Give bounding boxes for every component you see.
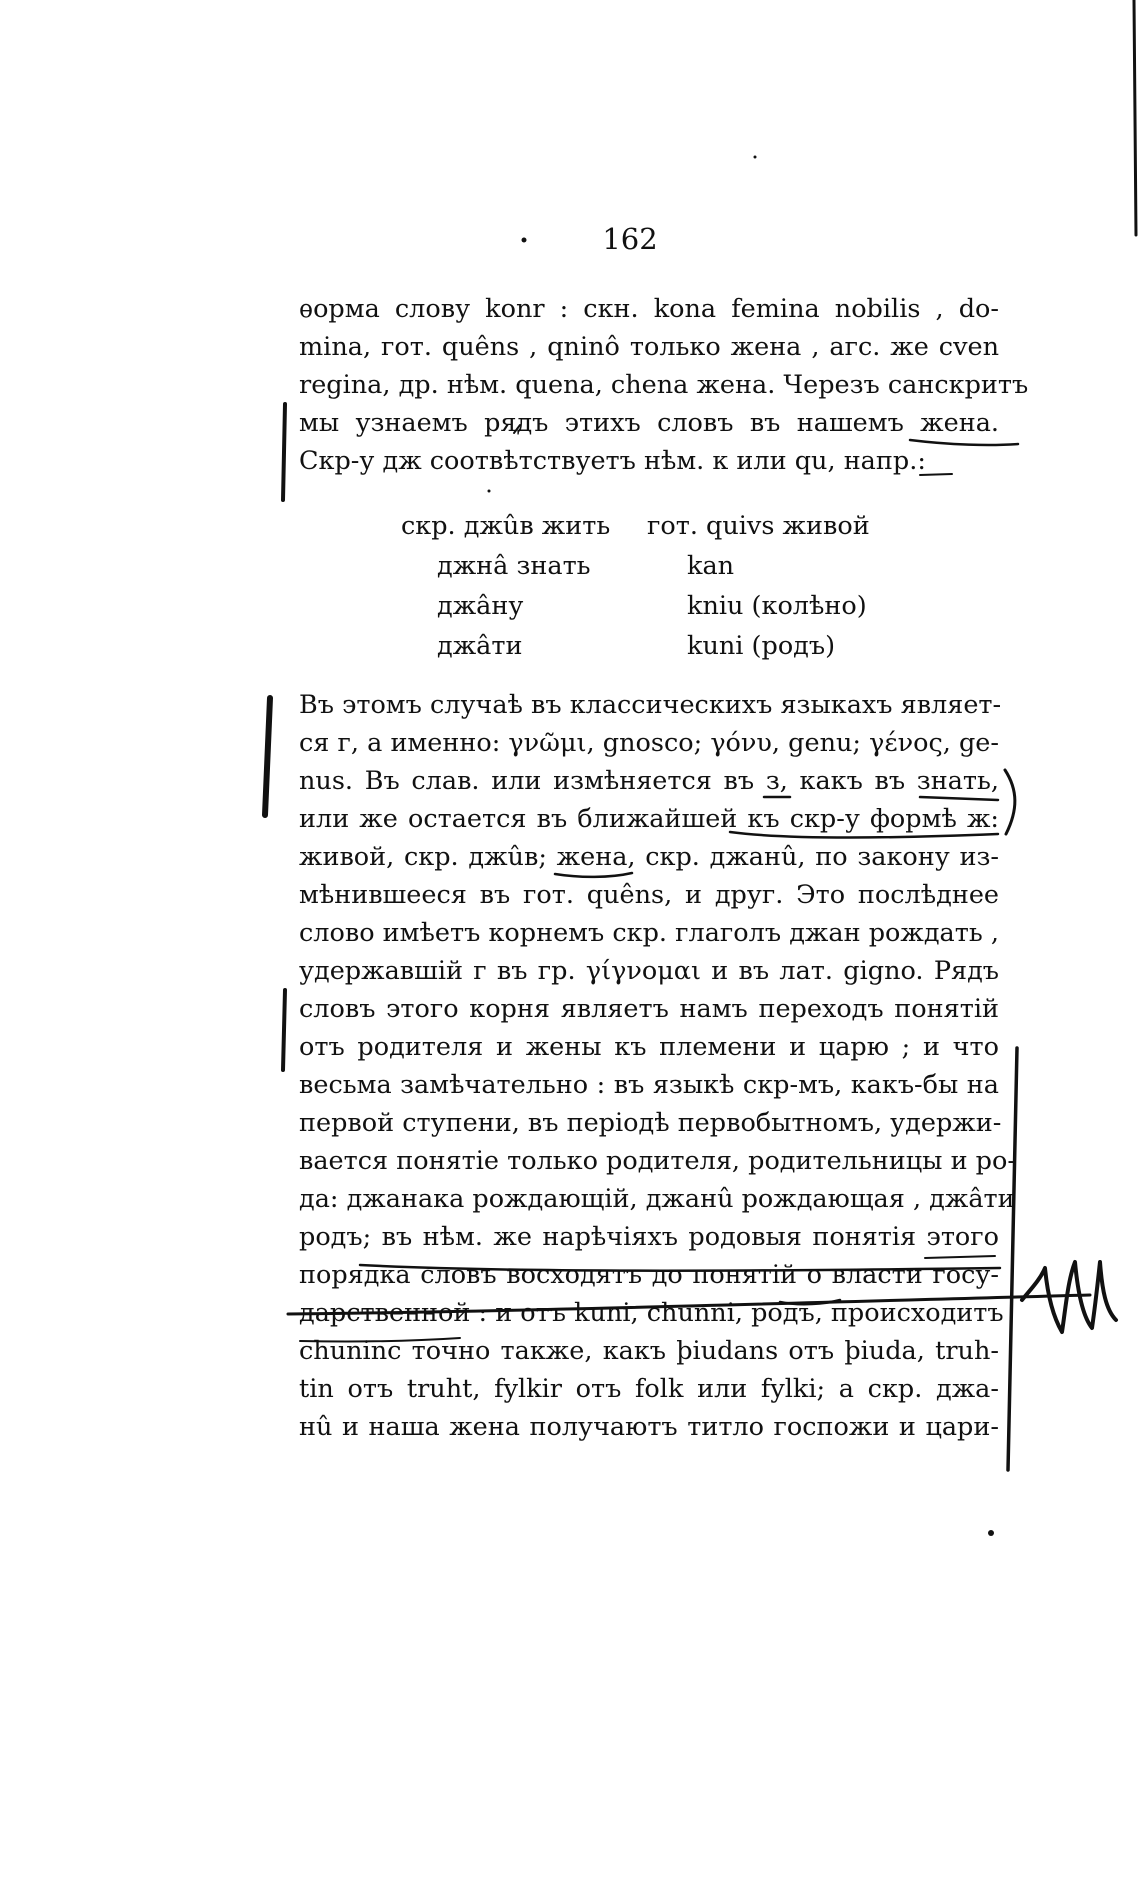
table-left-cell: джнâ знать bbox=[437, 551, 591, 581]
text-line: мы узнаемъ рядъ этихъ словъ въ нашемъ жена. bbox=[299, 408, 999, 438]
text-line: нû и наша жена получаютъ титло госпожи и цари- bbox=[299, 1412, 999, 1442]
text-line: словъ этого корня являетъ намъ переходъ понятій bbox=[299, 994, 999, 1024]
text-line: или же остается въ ближайшей къ скр-у формѣ ж: bbox=[299, 804, 999, 834]
table-right-cell: kniu (колѣно) bbox=[687, 591, 867, 621]
text-line: да: джанака рождающій, джанû рождающая , джâти bbox=[299, 1184, 1015, 1214]
table-left-cell: скр. джûв жить bbox=[401, 511, 611, 541]
text-line: Скр-у дж соотвѣтствуетъ нѣм. к или qu, напр.: bbox=[299, 446, 926, 476]
text-line: Въ этомъ случаѣ въ классическихъ языкахъ являет- bbox=[299, 690, 1002, 720]
table-right-cell: kan bbox=[687, 551, 735, 581]
text-line: живой, скр. джûв; жена, скр. джанû, по закону из- bbox=[299, 842, 999, 872]
margin-bracket bbox=[1005, 770, 1015, 834]
ink-speck bbox=[754, 156, 757, 159]
table-left-cell: джâну bbox=[437, 591, 524, 621]
ink-speck bbox=[988, 1530, 994, 1536]
text-line: regina, др. нѣм. quena, chena жена. Черезъ санскритъ bbox=[299, 370, 1029, 400]
table-left-cell: джâти bbox=[437, 631, 523, 661]
text-line: слово имѣетъ корнемъ скр. глаголъ джан рождать , bbox=[299, 918, 999, 948]
text-line: вается понятіе только родителя, родительницы и ро- bbox=[299, 1146, 1016, 1176]
margin-bar bbox=[1008, 1048, 1017, 1470]
text-line: первой ступени, въ періодѣ первобытномъ, удержи- bbox=[299, 1108, 1002, 1138]
text-line: mina, гот. quêns , qninô только жена , агс. же cven bbox=[299, 332, 999, 362]
text-line: tin отъ truht, fylkir отъ folk или fylki; а скр. джа- bbox=[299, 1374, 999, 1404]
text-line: мѣнившееся въ гот. quêns, и друг. Это послѣднее bbox=[299, 880, 999, 910]
text-line: весьма замѣчательно : въ языкѣ скр-мъ, какъ-бы на bbox=[299, 1070, 999, 1100]
ink-speck bbox=[522, 238, 527, 243]
margin-bar bbox=[283, 990, 285, 1070]
margin-scribble bbox=[1022, 1262, 1116, 1332]
text-line: родъ; въ нѣм. же нарѣчіяхъ родовыя понятія этого bbox=[299, 1222, 999, 1252]
table-right-cell: kuni (родъ) bbox=[687, 631, 836, 661]
text-line: дарственной : и отъ kuni, chunni, родъ, происходитъ bbox=[299, 1298, 1004, 1328]
text-line: nus. Въ слав. или измѣняется въ з, какъ въ знать, bbox=[299, 766, 999, 796]
page-number: 162 bbox=[602, 222, 658, 256]
text-line: ся г, а именно: γνῶμι, gnosco; γόνυ, genu; γένος, ge- bbox=[299, 728, 999, 758]
text-line: chuninc точно также, какъ þiudans отъ þiuda, truh- bbox=[299, 1336, 999, 1366]
text-line: удержавшій г въ гр. γίγνομαι и въ лат. gigno. Рядъ bbox=[299, 956, 999, 986]
ink-speck bbox=[488, 490, 491, 493]
text-line: порядка словъ восходятъ до понятій о власти госу- bbox=[299, 1260, 999, 1290]
table-right-cell: гот. quivs живой bbox=[647, 511, 870, 541]
scan-edge-line bbox=[1134, 0, 1136, 235]
margin-bar bbox=[265, 698, 270, 815]
text-line: отъ родителя и жены къ племени и царю ; и что bbox=[299, 1032, 999, 1062]
margin-bar bbox=[283, 404, 285, 500]
text-line: ѳорма слову konr : скн. kona femina nobilis , do- bbox=[299, 294, 999, 324]
